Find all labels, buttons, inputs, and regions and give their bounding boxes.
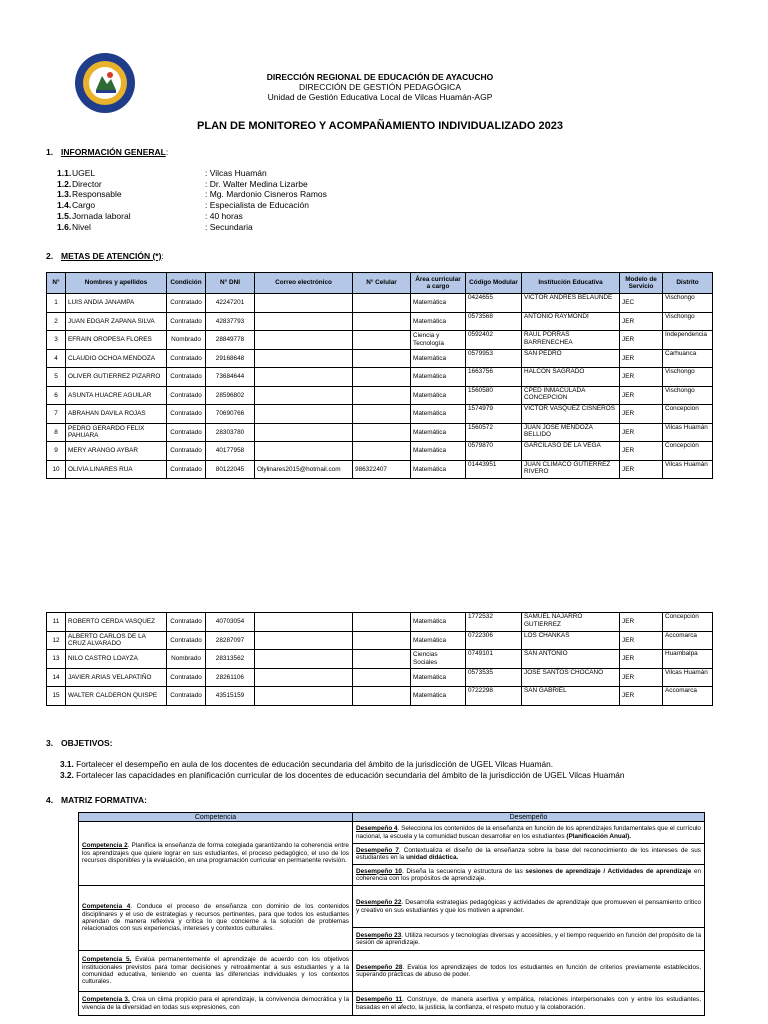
table-cell: JUAN EDGAR ZAPANA SILVA: [66, 312, 167, 331]
table-cell: Contratado: [167, 349, 206, 368]
table-cell: CPED INMACULADA CONCEPCION: [522, 386, 620, 405]
table-cell: GARCILASO DE LA VEGA: [522, 442, 620, 461]
table-cell: MERY ARANGO AYBAR: [66, 442, 167, 461]
section-1-number: 1.: [46, 147, 54, 157]
table-cell: [353, 405, 411, 424]
table-cell: 0579953: [466, 349, 522, 368]
letterhead: [150, 72, 610, 102]
table-cell: OLIVER GUTIERREZ PIZARRO: [66, 368, 167, 387]
table-cell: [353, 687, 411, 706]
table-cell: JER: [620, 405, 663, 424]
metas-header-cell: Área curricular a cargo: [411, 273, 466, 294]
desempeno-10-bold: sesiones de aprendizaje / Actividades de aprendizaje: [525, 867, 692, 875]
table-cell: [255, 312, 353, 331]
table-cell: Contratado: [167, 460, 206, 479]
table-cell: 0722298: [466, 687, 522, 706]
table-cell: [353, 650, 411, 669]
table-cell: Accomarca: [663, 631, 713, 650]
section-1-colon: :: [165, 147, 169, 157]
desempeno-22-title: Desempeño 22: [356, 899, 402, 907]
table-cell: Ciencia y Tecnología: [411, 331, 466, 350]
info-number: 1.2.: [57, 178, 72, 189]
metas-header-cell: Código Modular: [466, 273, 522, 294]
table-cell: SAMUEL NAJARRO GUTIERREZ: [522, 613, 620, 632]
competencia-4-cell: [79, 886, 353, 951]
desempeno-11-cell: [353, 992, 705, 1016]
metas-header-cell: Condición: [167, 273, 206, 294]
table-row: [47, 312, 713, 331]
metas-header-cell: Nombres y apellidos: [66, 273, 167, 294]
table-cell: 42247201: [206, 294, 255, 313]
objective-number: 3.2.: [60, 770, 74, 780]
table-cell: 2: [47, 312, 66, 331]
table-row: [47, 613, 713, 632]
metas-table-continued: [46, 612, 713, 706]
desempeno-10-text: . Diseña la secuencia y estructura de las: [401, 867, 526, 875]
table-row: [47, 668, 713, 687]
table-cell: ANTONIO RAYMONDI: [522, 312, 620, 331]
table-cell: 1560572: [466, 423, 522, 442]
info-value: : Mg. Mardonio Cisneros Ramos: [205, 189, 327, 200]
table-cell: 9: [47, 442, 66, 461]
document-title: PLAN DE MONITOREO Y ACOMPAÑAMIENTO INDIVIDUALIZADO 2023: [197, 120, 563, 132]
header-line-1: DIRECCIÓN REGIONAL DE EDUCACIÓN DE AYACUCHO: [266, 72, 494, 82]
desempeno-7-title: Desempeño 7: [356, 846, 399, 854]
section-4-title: MATRIZ FORMATIVA:: [61, 795, 147, 805]
info-value: : Secundaria: [205, 221, 253, 232]
desempeno-7-text: . Contextualiza el diseño de la enseñanza sobre la base del reconocimiento de los intereses de sus estudiantes en la: [356, 846, 701, 861]
desempeno-28-text: . Evalúa los aprendizajes de todos los estudiantes en función de criterios previamente establecidos, superando prácticas de abuso de poder.: [356, 963, 701, 978]
header-line-3: Unidad de Gestión Educativa Local de Vilcas Huamán-AGP: [267, 92, 493, 102]
table-cell: 0749101: [466, 650, 522, 669]
table-cell: 13: [47, 650, 66, 669]
table-cell: [255, 349, 353, 368]
table-cell: Vischongo: [663, 386, 713, 405]
info-row: [57, 168, 505, 179]
metas-header-cell: N° Celular: [353, 273, 411, 294]
table-cell: Matemática: [411, 631, 466, 650]
table-cell: 28596802: [206, 386, 255, 405]
competencia-2-cell: [79, 822, 353, 886]
table-cell: 14: [47, 668, 66, 687]
section-3-number: 3.: [46, 738, 54, 748]
table-row: [47, 442, 713, 461]
table-cell: 0573535: [466, 668, 522, 687]
metas-header-cell: Modelo de Servicio: [620, 273, 663, 294]
table-cell: ALBERTO CARLOS DE LA CRUZ ALVARADO: [66, 631, 167, 650]
table-cell: JER: [620, 650, 663, 669]
table-row: [47, 294, 713, 313]
table-cell: 0722306: [466, 631, 522, 650]
table-cell: Contratado: [167, 423, 206, 442]
table-cell: CLAUDIO OCHOA MENDOZA: [66, 349, 167, 368]
competencia-4-title: Competencia 4: [82, 903, 131, 911]
table-cell: [255, 331, 353, 350]
table-cell: 40177958: [206, 442, 255, 461]
table-cell: 40703054: [206, 613, 255, 632]
metas-header-cell: Distrito: [663, 273, 713, 294]
info-number: 1.5.: [57, 210, 72, 221]
table-cell: WALTER CALDERON QUISPE: [66, 687, 167, 706]
table-cell: 28303780: [206, 423, 255, 442]
table-cell: Contratado: [167, 687, 206, 706]
matriz-formativa-table: [78, 812, 705, 1016]
table-cell: SAN GABRIEL: [522, 687, 620, 706]
metas-table: [46, 272, 713, 479]
table-cell: JER: [620, 442, 663, 461]
desempeno-11-text: . Construye, de manera asertiva y empática, relaciones interpersonales con y entre los estudiantes, basadas en el afecto, la justicia, la confianza, el respeto mutuo y la colaboración.: [356, 996, 701, 1011]
desempeno-22-text: . Desarrolla estrategias pedagógicas y actividades de aprendizaje que promueven el pensamiento crítico y creativo en sus estudiantes y que los motiven a aprender.: [356, 899, 701, 914]
table-cell: ASUNTA HUACRE AGUILAR: [66, 386, 167, 405]
table-cell: JER: [620, 613, 663, 632]
table-cell: Vischongo: [663, 368, 713, 387]
table-cell: 01443951: [466, 460, 522, 479]
table-cell: Vilcas Huamán: [663, 460, 713, 479]
table-cell: 1772532: [466, 613, 522, 632]
table-cell: Contratado: [167, 405, 206, 424]
objective-item: [60, 770, 625, 781]
table-cell: Matemática: [411, 405, 466, 424]
table-cell: Matemática: [411, 613, 466, 632]
table-cell: JUAN CLIMACO GUTIERREZ RIVERO: [522, 460, 620, 479]
table-cell: 43515159: [206, 687, 255, 706]
competencia-3-text: Crea un clima propicio para el aprendizaje, la convivencia democrática y la vivencia de la diversidad en todas sus expresiones, con: [82, 996, 350, 1011]
table-cell: JEC: [620, 294, 663, 313]
table-cell: Concepcion: [663, 405, 713, 424]
table-row: [47, 631, 713, 650]
info-label: UGEL: [72, 168, 96, 178]
competencia-4-text: . Conduce el proceso de enseñanza con dominio de los contenidos disciplinares y el uso de estrategias y recursos pertinentes, para que todos los estudiantes aprendan de manera reflexiva y crítica lo que concierne a la solución de problemas relacionados con sus experiencias, intereses y contextos culturales.: [82, 903, 349, 933]
table-cell: Contratado: [167, 312, 206, 331]
table-cell: [353, 668, 411, 687]
table-cell: [255, 613, 353, 632]
table-row: [47, 349, 713, 368]
table-cell: SAN PEDRO: [522, 349, 620, 368]
table-cell: RAÚL PORRAS BARRENECHEA: [522, 331, 620, 350]
info-label: Nivel: [72, 221, 91, 232]
table-cell: 42837793: [206, 312, 255, 331]
table-cell: Matemática: [411, 386, 466, 405]
table-cell: [353, 386, 411, 405]
info-number: 1.4.: [57, 200, 72, 211]
competencia-2-text: . Planifica la enseñanza de forma colegiada garantizando la coherencia entre los aprendizajes que quiere lograr en sus estudiantes, el proceso pedagógico, el uso de los recursos disponibles y la evaluación, en una programación curricular en permanente revisión.: [82, 842, 349, 865]
info-value: : 40 horas: [205, 210, 243, 221]
table-cell: Accomarca: [663, 687, 713, 706]
table-cell: [353, 331, 411, 350]
info-row: [57, 189, 505, 200]
table-cell: [255, 631, 353, 650]
desempeno-28-cell: [353, 951, 705, 992]
table-cell: HALCON SAGRADO: [522, 368, 620, 387]
table-cell: 4: [47, 349, 66, 368]
matriz-header-desempeno: Desempeño: [353, 813, 705, 822]
objective-text: Fortalecer las capacidades en planificación curricular de los docentes de educación secundaria del ámbito de la jurisdicción de UGEL Vilcas Huamán: [76, 770, 625, 780]
table-cell: [255, 668, 353, 687]
section-1-title: INFORMACIÓN GENERAL: [61, 147, 166, 157]
general-info-list: [57, 168, 505, 232]
table-cell: JER: [620, 631, 663, 650]
table-cell: JUAN JOSE MENDOZA BELLIDO: [522, 423, 620, 442]
table-cell: Vilcas Huamán: [663, 423, 713, 442]
table-cell: Vischongo: [663, 312, 713, 331]
section-2-colon: :: [161, 251, 164, 261]
table-cell: Carhuanca: [663, 349, 713, 368]
table-cell: JER: [620, 668, 663, 687]
competencia-3-title: Competencia 3.: [82, 996, 130, 1004]
desempeno-4-text: . Selecciona los contenidos de la enseñanza en función de los aprendizajes fundamentales que el currículo nacional, la escuela y la comunidad buscan desarrollar en los estudiantes: [356, 825, 701, 840]
table-cell: JER: [620, 368, 663, 387]
info-value: : Vilcas Huamán: [205, 168, 267, 178]
info-label: Jornada laboral: [72, 210, 131, 221]
table-cell: Contratado: [167, 613, 206, 632]
table-cell: Matemática: [411, 294, 466, 313]
table-row: [47, 386, 713, 405]
table-cell: 7: [47, 405, 66, 424]
desempeno-23-title: Desempeño 23: [356, 931, 402, 939]
table-cell: 0424655: [466, 294, 522, 313]
table-cell: 986322407: [353, 460, 411, 479]
table-cell: 28313562: [206, 650, 255, 669]
table-cell: 28287097: [206, 631, 255, 650]
table-row: [47, 423, 713, 442]
table-cell: 29168648: [206, 349, 255, 368]
table-cell: Ciencias Sociales: [411, 650, 466, 669]
table-cell: VICTOR VASQUEZ CISNEROS: [522, 405, 620, 424]
desempeno-10-title: Desempeño 10: [356, 867, 402, 875]
info-number: 1.3.: [57, 189, 72, 200]
desempeno-7-cell: [353, 844, 705, 865]
info-label: Cargo: [72, 200, 96, 211]
objective-text: Fortalecer el desempeño en aula de los docentes de educación secundaria del ámbito de la jurisdicción de UGEL Vilcas Huamán.: [76, 759, 554, 769]
table-cell: SAN ANTONIO: [522, 650, 620, 669]
table-cell: 1560580: [466, 386, 522, 405]
section-4-heading: [46, 795, 147, 805]
table-cell: [255, 294, 353, 313]
table-cell: Matemática: [411, 312, 466, 331]
table-cell: 0573568: [466, 312, 522, 331]
table-cell: 8: [47, 423, 66, 442]
table-cell: 1: [47, 294, 66, 313]
table-cell: [353, 613, 411, 632]
table-cell: 0579870: [466, 442, 522, 461]
table-cell: Concepción: [663, 613, 713, 632]
competencia-2-title: Competencia 2: [82, 842, 128, 850]
desempeno-10-cell: [353, 865, 705, 886]
metas-header-cell: Correo electrónico: [255, 273, 353, 294]
table-cell: [255, 405, 353, 424]
table-cell: LUIS ANDIA JANAMPA: [66, 294, 167, 313]
section-2-title: METAS DE ATENCIÓN (*): [61, 251, 162, 261]
table-cell: 28261106: [206, 668, 255, 687]
table-row: [47, 650, 713, 669]
competencia-3-cell: [79, 992, 353, 1016]
table-cell: NILO CASTRO LOAYZA: [66, 650, 167, 669]
dre-ayacucho-logo: [74, 52, 136, 114]
info-label: Director: [72, 178, 102, 189]
info-row: [57, 211, 505, 222]
table-cell: 10: [47, 460, 66, 479]
table-row: [47, 368, 713, 387]
section-4-number: 4.: [46, 795, 54, 805]
table-cell: 1574979: [466, 405, 522, 424]
table-cell: Matemática: [411, 442, 466, 461]
section-2-heading: [46, 251, 164, 261]
table-cell: Matemática: [411, 423, 466, 442]
desempeno-22-cell: [353, 886, 705, 928]
table-cell: Concepción: [663, 442, 713, 461]
table-cell: Matemática: [411, 460, 466, 479]
table-cell: Nombrado: [167, 650, 206, 669]
info-row: [57, 179, 505, 190]
table-cell: 73684644: [206, 368, 255, 387]
table-row: [47, 687, 713, 706]
desempeno-4-title: Desempeño 4: [356, 825, 398, 833]
table-cell: LOS CHANKAS: [522, 631, 620, 650]
table-cell: 80122045: [206, 460, 255, 479]
desempeno-11-title: Desempeño 11: [356, 996, 403, 1004]
table-cell: Contratado: [167, 442, 206, 461]
table-cell: Independencia: [663, 331, 713, 350]
metas-header-cell: Institución Educativa: [522, 273, 620, 294]
table-cell: JER: [620, 349, 663, 368]
table-cell: [255, 423, 353, 442]
table-cell: [353, 631, 411, 650]
table-cell: EFRAIN OROPESA FLORES: [66, 331, 167, 350]
table-cell: VICTOR ANDRES BELAUNDE: [522, 294, 620, 313]
table-cell: [353, 349, 411, 368]
desempeno-10-text-2: en coherencia con los propósitos de aprendizaje.: [356, 867, 702, 882]
table-cell: OLIVIA LINARES RUA: [66, 460, 167, 479]
section-2-number: 2.: [46, 251, 54, 261]
table-cell: Contratado: [167, 668, 206, 687]
table-cell: Matemática: [411, 668, 466, 687]
table-cell: Contratado: [167, 368, 206, 387]
metas-header-cell: N°: [47, 273, 66, 294]
table-row: [47, 405, 713, 424]
info-value: : Dr. Walter Medina Lizarbe: [205, 178, 308, 189]
table-cell: JER: [620, 312, 663, 331]
table-cell: [255, 386, 353, 405]
info-row: [57, 222, 505, 233]
section-3-title: OBJETIVOS:: [61, 738, 113, 748]
table-row: [47, 331, 713, 350]
info-row: [57, 200, 505, 211]
table-cell: PEDRO GERARDO FELIX PAHUARA: [66, 423, 167, 442]
table-cell: 5: [47, 368, 66, 387]
competencia-5-cell: [79, 951, 353, 992]
table-cell: 70690766: [206, 405, 255, 424]
table-cell: ROBERTO CERDA VASQUEZ: [66, 613, 167, 632]
table-cell: [255, 442, 353, 461]
objective-number: 3.1.: [60, 759, 74, 769]
section-1-heading: [46, 147, 168, 157]
table-cell: JAVIER ARIAS VELAPATIÑO: [66, 668, 167, 687]
table-cell: JER: [620, 460, 663, 479]
table-cell: JOSE SANTOS CHOCANO: [522, 668, 620, 687]
info-label: Responsable: [72, 189, 122, 200]
desempeno-28-title: Desempeño 28: [356, 963, 403, 971]
desempeno-23-text: . Utiliza recursos y tecnologías diversas y accesibles, y el tiempo requerido en función del propósito de la sesión de aprendizaje.: [356, 931, 702, 946]
table-cell: Vilcas Huamán: [663, 668, 713, 687]
table-cell: Contratado: [167, 294, 206, 313]
table-cell: Vischongo: [663, 294, 713, 313]
desempeno-4-cell: [353, 822, 705, 844]
table-cell: Contratado: [167, 386, 206, 405]
table-cell: [353, 312, 411, 331]
table-cell: [255, 650, 353, 669]
table-cell: 6: [47, 386, 66, 405]
metas-header-cell: N° DNI: [206, 273, 255, 294]
table-cell: 1663756: [466, 368, 522, 387]
desempeno-4-bold: (Planificación Anual).: [566, 832, 632, 840]
table-cell: JER: [620, 386, 663, 405]
objective-item: [60, 759, 625, 770]
table-row: [47, 460, 713, 479]
competencia-5-text: Evalúa permanentemente el aprendizaje de acuerdo con los objetivos institucionales previstos para tomar decisiones y retroalimentar a sus estudiantes y a la comunidad educativa, teniendo en cuenta las diferencias individuales y los contextos culturales.: [82, 956, 349, 986]
table-cell: 0592402: [466, 331, 522, 350]
objectives-list: [60, 759, 625, 781]
table-cell: Matemática: [411, 687, 466, 706]
table-cell: JER: [620, 331, 663, 350]
info-value: : Especialista de Educación: [205, 200, 309, 211]
table-cell: [353, 294, 411, 313]
table-cell: ABRAHAN DAVILA ROJAS: [66, 405, 167, 424]
table-cell: 12: [47, 631, 66, 650]
table-cell: 28849778: [206, 331, 255, 350]
header-line-2: DIRECCIÓN DE GESTIÓN PEDAGÓGICA: [299, 82, 461, 92]
desempeno-23-cell: [353, 928, 705, 951]
table-cell: Olylinares2015@hotmail.com: [255, 460, 353, 479]
desempeno-7-bold: unidad didáctica.: [406, 854, 459, 861]
table-cell: [353, 423, 411, 442]
section-3-heading: [46, 738, 112, 748]
table-cell: [255, 368, 353, 387]
table-cell: [353, 442, 411, 461]
table-cell: Contratado: [167, 631, 206, 650]
table-cell: Matemática: [411, 368, 466, 387]
table-cell: JER: [620, 687, 663, 706]
table-cell: 3: [47, 331, 66, 350]
table-cell: 15: [47, 687, 66, 706]
table-cell: [353, 368, 411, 387]
info-number: 1.1.: [57, 168, 72, 178]
table-cell: JER: [620, 423, 663, 442]
table-cell: 11: [47, 613, 66, 632]
matriz-header-competencia: Competencia: [79, 813, 353, 822]
table-cell: Huambalpa: [663, 650, 713, 669]
info-number: 1.6.: [57, 221, 72, 232]
competencia-5-title: Competencia 5.: [82, 956, 132, 964]
table-cell: Matemática: [411, 349, 466, 368]
table-cell: [255, 687, 353, 706]
table-cell: Nombrado: [167, 331, 206, 350]
